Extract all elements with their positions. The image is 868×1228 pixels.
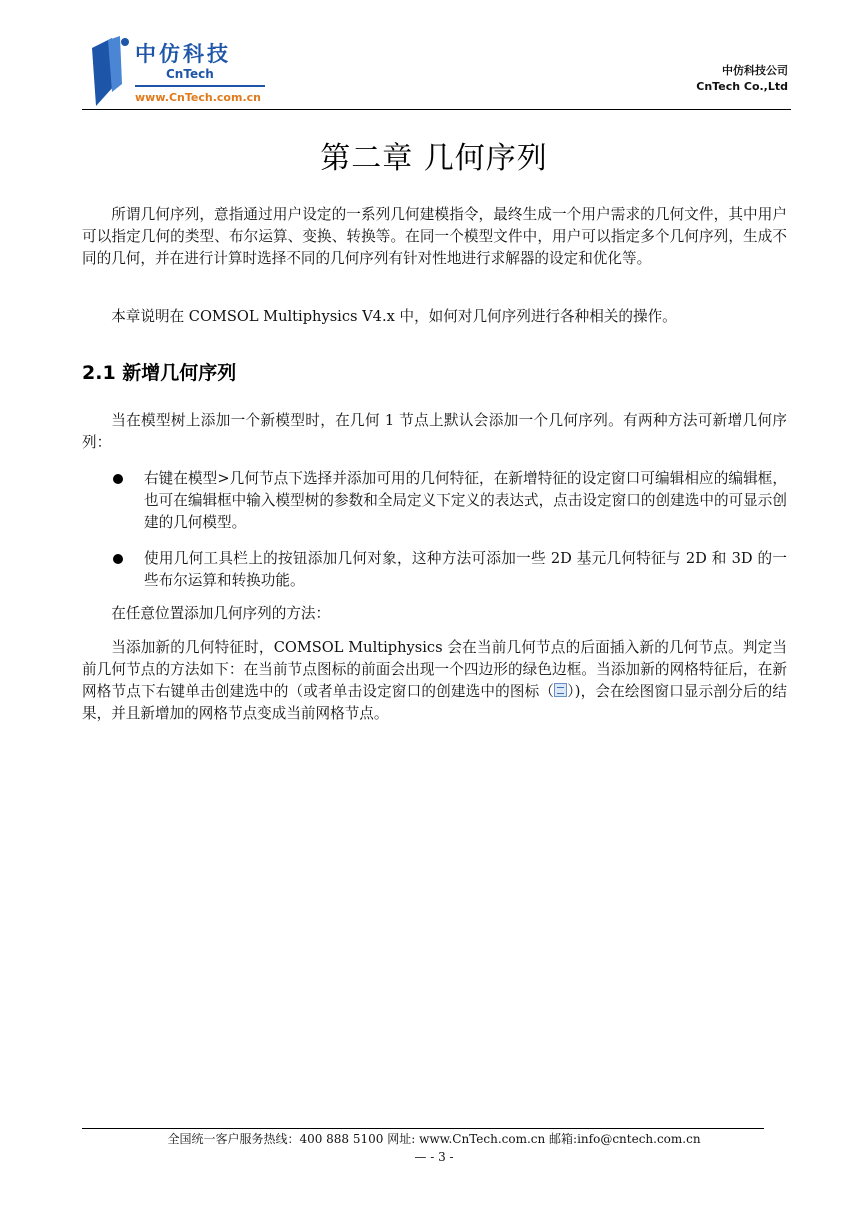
bullet-item <box>82 548 787 592</box>
logo-chinese-name: 中仿科技 <box>135 42 231 66</box>
paragraph-text-part-2: ）)，会在绘图窗口显示剖分后的结果，并且新增加的网格节点变成当前网格节点。 <box>82 683 787 722</box>
company-name-cn: 中仿科技公司 <box>722 64 788 77</box>
logo-english-name: CnTech <box>166 67 214 81</box>
logo-mark-icon <box>86 34 134 110</box>
bullet-item <box>82 468 787 534</box>
chapter-title: 第二章 几何序列 <box>320 141 548 176</box>
intro-paragraph-1: 所谓几何序列，意指通过用户设定的一系列几何建模指令，最终生成一个用户需求的几何文件，其中用户可以指定几何的类型、布尔运算、变换、转换等。在同一个模型文件中，用户可以指定多个几何序列，生成不同的几何，并在进行计算时选择不同的几何序列有针对性地进行求解器的设定和优化等。 <box>82 206 787 267</box>
intro-paragraph-2: 本章说明在 COMSOL Multiphysics V4.x 中，如何对几何序列进行各种相关的操作。 <box>111 308 677 325</box>
logo-divider <box>135 85 265 87</box>
bullet-text: 右键在模型>几何节点下选择并添加可用的几何特征，在新增特征的设定窗口可编辑相应的编辑框，也可在编辑框中输入模型树的参数和全局定义下定义的表达式，点击设定窗口的创建选中的可显示创建的几何模型。 <box>144 470 787 531</box>
bullet-dot-icon <box>113 474 123 484</box>
logo-url: www.CnTech.com.cn <box>135 91 261 104</box>
build-selected-icon <box>554 683 567 697</box>
bullet-text: 使用几何工具栏上的按钮添加几何对象，这种方法可添加一些 2D 基元几何特征与 2D 和 3D 的一些布尔运算和转换功能。 <box>144 550 787 589</box>
footer-rule <box>82 1128 764 1129</box>
section-paragraph-3 <box>82 637 787 725</box>
section-heading: 2.1 新增几何序列 <box>82 362 237 384</box>
header-rule <box>82 109 791 110</box>
page-number: — - 3 - <box>414 1150 454 1164</box>
paragraph-text-part-1: 当添加新的几何特征时，COMSOL Multiphysics 会在当前几何节点的后面插入新的几何节点。判定当前几何节点的方法如下：在当前节点图标的前面会出现一个四边形的绿色边框。当添加新的网格特征后，在新网格节点下右键单击创建选中的（或者单击设定窗口的创建选中的图标（ <box>82 639 787 700</box>
header-company <box>696 63 788 95</box>
bullet-dot-icon <box>113 554 123 564</box>
footer-contact: 全国统一客户服务热线：400 888 5100 网址: www.CnTech.com.cn 邮箱:info@cntech.com.cn <box>167 1132 701 1146</box>
section-paragraph-1: 当在模型树上添加一个新模型时，在几何 1 节点上默认会添加一个几何序列。有两种方法可新增几何序列： <box>82 412 787 451</box>
company-name-en: CnTech Co.,Ltd <box>696 80 788 93</box>
company-logo <box>86 34 276 110</box>
section-paragraph-2: 在任意位置添加几何序列的方法： <box>111 605 331 622</box>
